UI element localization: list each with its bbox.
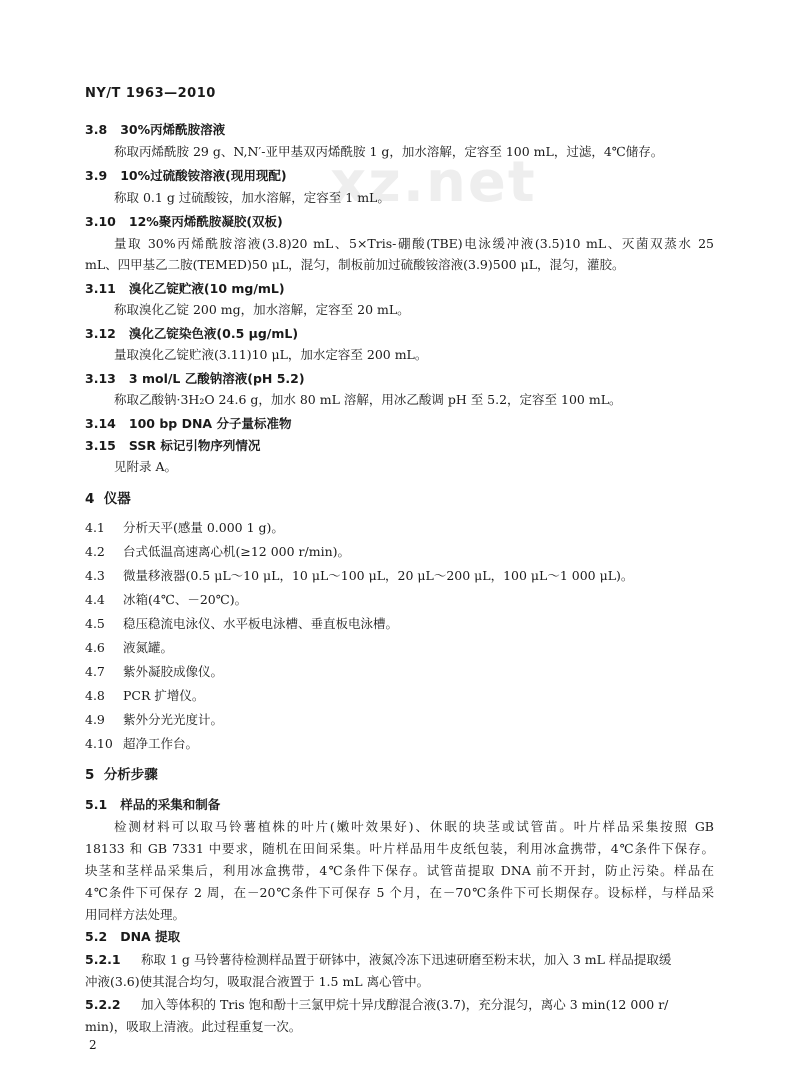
section-3-15-heading [85,438,260,454]
section-title: 溴化乙锭染色液(0.5 μg/mL) [128,326,299,341]
section-number: 5.2.1 [85,952,121,967]
section-5-2-2-line-1 [85,997,714,1013]
section-3-13-body: 称取乙酸钠·3H₂O 24.6 g，加水 80 mL 溶解，用冰乙酸调 pH 至 5.2，定容至 100 mL。 [114,392,622,407]
section-4-heading [85,491,131,507]
section-5-1-heading [85,797,220,813]
section-title: 100 bp DNA 分子量标准物 [128,416,292,431]
section-number: 3.12 [85,326,116,341]
section-title: 12%聚丙烯酰胺凝胶(双板) [128,214,283,229]
body-text: 加入等体积的 Tris 饱和酚十三氯甲烷十异戊醇混合液(3.7)，充分混匀，离心 3 min(12 000 r/ [141,997,669,1012]
body-text: 块茎和茎样品采集后，利用冰盒携带，4℃条件下保存。试管苗提取 DNA 前不开封，防止污染。样品在 [85,863,714,878]
section-5-2-heading [85,929,180,945]
item-text: 超净工作台。 [123,736,199,751]
body-text: 量取 30%丙烯酰胺溶液(3.8)20 mL、5×Tris-硼酸(TBE)电泳缓冲液(3.5)10 mL、灭菌双蒸水 25 [114,236,714,251]
instrument-item [85,544,350,560]
item-number: 4.6 [85,640,105,655]
page-number: 2 [89,1038,97,1052]
section-title: 10%过硫酸铵溶液(现用现配) [120,168,287,183]
section-title: SSR 标记引物序列情况 [128,438,261,453]
section-title: 30%丙烯酰胺溶液 [120,122,226,137]
section-5-2-1-line-1 [85,952,714,968]
body-text: 检测材料可以取马铃薯植株的叶片(嫩叶效果好)、休眠的块茎或试管苗。叶片样品采集按照 GB [114,819,714,834]
section-number: 3.11 [85,281,116,296]
section-title: 分析步骤 [103,767,158,783]
section-3-10-heading [85,214,283,230]
section-3-12-heading [85,326,298,342]
section-3-9-heading [85,168,287,184]
instrument-item [85,736,198,752]
section-5-1-line [114,819,714,835]
instrument-item [85,664,223,680]
item-number: 4.9 [85,712,105,727]
section-number: 3.10 [85,214,116,229]
section-number: 3.14 [85,416,116,431]
body-text: 称取 1 g 马铃薯待检测样品置于研钵中，液氮冷冻下迅速研磨至粉末状，加入 3 mL 样品提取缓 [141,952,672,967]
section-3-10-body-line-1 [114,236,714,252]
section-3-11-heading [85,281,285,297]
item-number: 4.7 [85,664,105,679]
section-5-1-line [85,863,714,879]
body-text: 4℃条件下可保存 2 周，在－20℃条件下可保存 5 个月，在－70℃条件下可长期保存。设标样，与样品采 [85,885,714,900]
body-text: 18133 和 GB 7331 中要求，随机在田间采集。叶片样品用牛皮纸包装，利用冰盒携带，4℃条件下保存。 [85,841,714,856]
item-text: 台式低温高速离心机(≥12 000 r/min)。 [123,544,351,559]
item-text: 分析天平(感量 0.000 1 g)。 [123,520,284,535]
section-title: 仪器 [103,491,131,507]
instrument-item [85,568,633,584]
instrument-item [85,520,284,536]
item-number: 4.2 [85,544,105,559]
section-3-11-body: 称取溴化乙锭 200 mg，加水溶解，定容至 20 mL。 [114,302,410,317]
instrument-item [85,616,398,632]
section-number: 5.2.2 [85,997,121,1012]
item-number: 4.8 [85,688,105,703]
section-3-8-body: 称取丙烯酰胺 29 g、N,N′-亚甲基双丙烯酰胺 1 g，加水溶解，定容至 100 mL，过滤，4℃储存。 [114,144,664,159]
item-text: 紫外分光光度计。 [123,712,224,727]
item-text: PCR 扩增仪。 [123,688,205,703]
section-3-14-heading [85,416,291,432]
section-5-1-line: 用同样方法处理。 [85,907,186,922]
section-number: 3.15 [85,438,116,453]
section-number: 3.9 [85,168,108,183]
item-text: 紫外凝胶成像仪。 [123,664,224,679]
section-5-heading [85,767,158,783]
item-text: 冰箱(4℃、－20℃)。 [123,592,248,607]
section-number: 5.2 [85,929,108,944]
item-number: 4.4 [85,592,105,607]
section-number: 5.1 [85,797,108,812]
section-title: 溴化乙锭贮液(10 mg/mL) [128,281,285,296]
section-3-12-body: 量取溴化乙锭贮液(3.11)10 μL，加水定容至 200 mL。 [114,347,428,362]
standard-code-header: NY/T 1963—2010 [85,86,216,101]
section-3-9-body: 称取 0.1 g 过硫酸铵，加水溶解，定容至 1 mL。 [114,190,390,205]
instrument-item [85,640,173,656]
instrument-item [85,688,204,704]
section-title: 3 mol/L 乙酸钠溶液(pH 5.2) [128,371,305,386]
item-text: 微量移液器(0.5 μL～10 μL，10 μL～100 μL，20 μL～200 μL，100 μL～1 000 μL)。 [123,568,634,583]
item-text: 液氮罐。 [123,640,174,655]
item-number: 4.3 [85,568,105,583]
section-3-8-heading [85,122,225,138]
item-number: 4.10 [85,736,113,751]
section-3-15-body: 见附录 A。 [114,459,178,474]
section-number: 3.13 [85,371,116,386]
section-5-2-1-line-2: 冲液(3.6)使其混合均匀，吸取混合液置于 1.5 mL 离心管中。 [85,974,430,989]
item-number: 4.5 [85,616,105,631]
item-number: 4.1 [85,520,105,535]
section-5-1-line [85,885,714,901]
section-title: DNA 提取 [120,929,181,944]
instrument-item [85,712,223,728]
section-5-2-2-line-2: min)，吸取上清液。此过程重复一次。 [85,1019,302,1034]
section-number: 5 [85,767,95,783]
watermark: xz.net [330,150,537,215]
section-3-13-heading [85,371,305,387]
item-text: 稳压稳流电泳仪、水平板电泳槽、垂直板电泳槽。 [123,616,399,631]
section-number: 4 [85,491,95,507]
instrument-item [85,592,247,608]
section-3-10-body-line-2: mL、四甲基乙二胺(TEMED)50 μL，混匀，制板前加过硫酸铵溶液(3.9)500 μL，混匀，灌胶。 [85,257,625,272]
section-number: 3.8 [85,122,108,137]
section-title: 样品的采集和制备 [120,797,221,812]
section-5-1-line [85,841,714,857]
